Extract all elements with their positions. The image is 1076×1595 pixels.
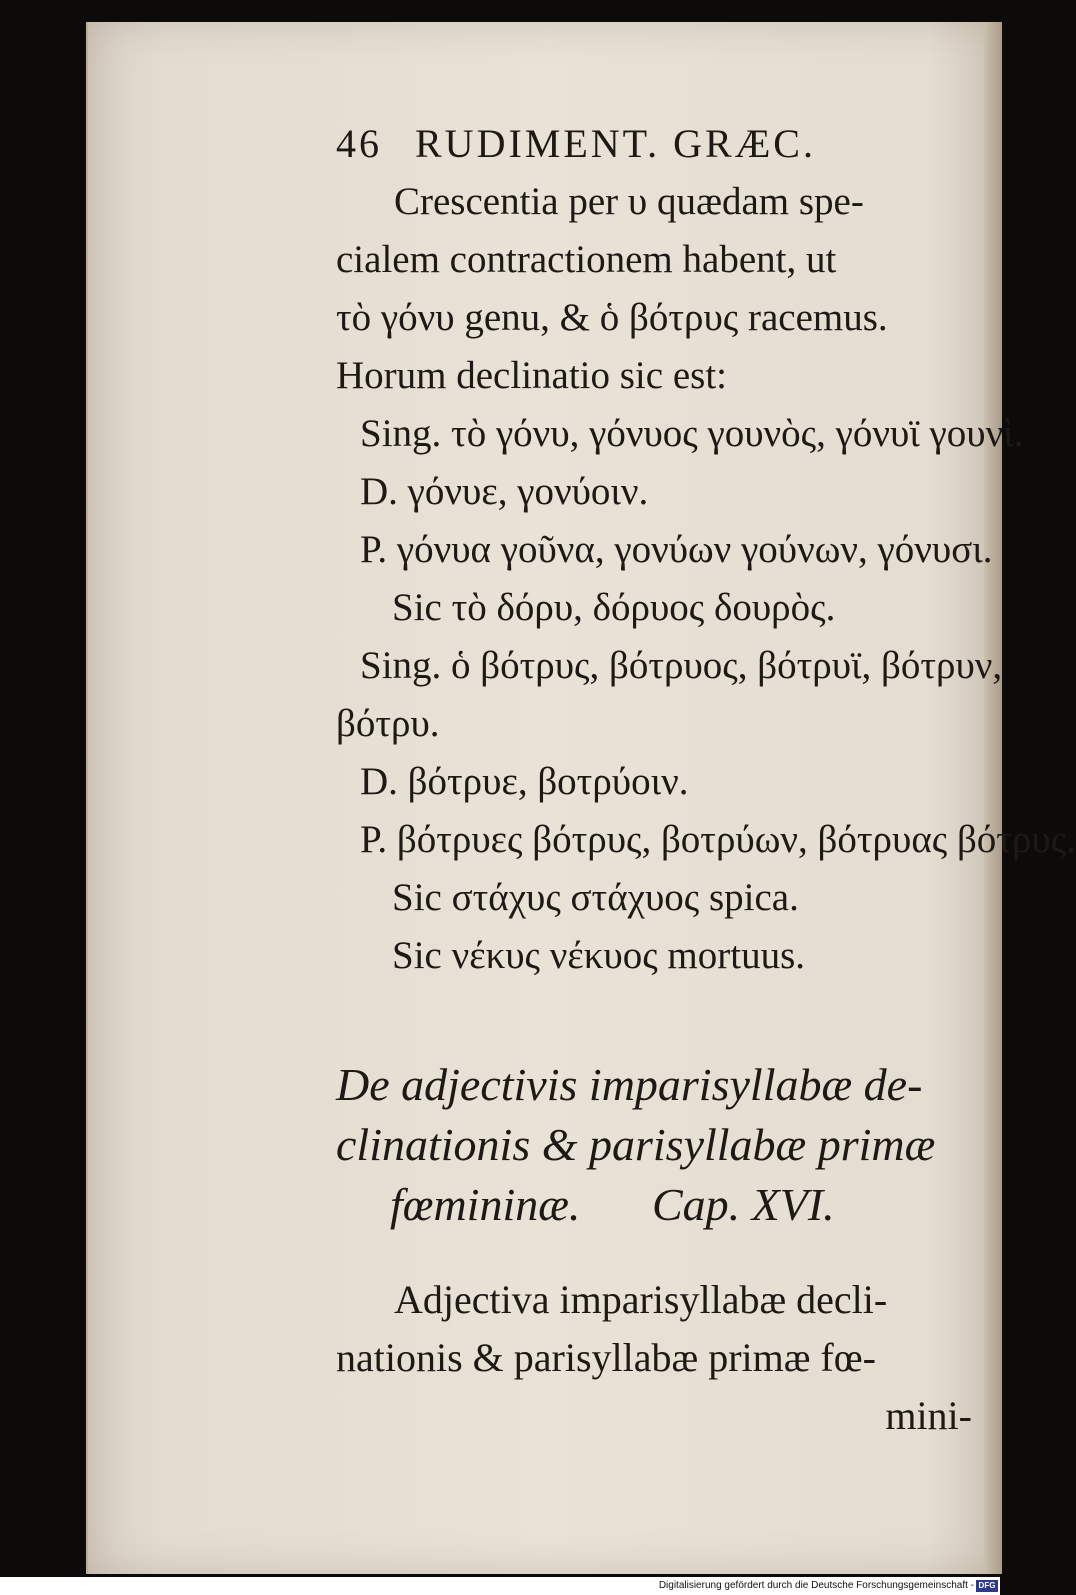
body-line: mini- [885,1393,972,1438]
paradigm-line: Sing. ὁ βότρυς, βότρυος, βότρυϊ, βότρυν, [360,644,1003,687]
spacer [336,985,972,1055]
text-line: Horum declinatio sic est: [336,354,727,397]
running-header [336,120,972,167]
chapter-heading-line: clinationis & parisyllabæ primæ [336,1119,936,1170]
paradigm-line: Sic τὸ δόρυ, δόρυος δουρὸς. [392,586,836,629]
chapter-number: Cap. XVI. [651,1179,835,1230]
paradigm-line: Sic στάχυς στάχυος spica. [392,876,799,919]
paradigm-line: P. βότρυες βότρυς, βοτρύων, βότρυας βότρυς. [360,818,1076,861]
page-edge [984,22,1002,1574]
body-line: nationis & parisyllabæ primæ fœ- [336,1335,876,1380]
paradigm-line: Sic νέκυς νέκυος mortuus. [392,934,806,977]
paradigm-line: D. γόνυε, γονύοιν. [360,470,649,513]
paradigm-line: D. βότρυε, βοτρύοιν. [360,760,689,803]
footer-bar [0,1577,1000,1595]
body-line: Adjectiva imparisyllabæ decli- [394,1277,888,1322]
page-text [336,120,1076,1445]
chapter-heading-line: De adjectivis imparisyllabæ de- [336,1059,923,1110]
page-number: 46 [336,121,382,166]
text-line: Crescentia per υ quædam spe- [394,180,864,223]
paradigm-line: Sing. τὸ γόνυ, γόνυος γουνὸς, γόνυϊ γουνὶ. [360,412,1024,455]
paradigm-line: βότρυ. [336,702,440,745]
chapter-heading-line [336,1175,972,1235]
funding-credit: Digitalisierung gefördert durch die Deutsche Forschungsgemeinschaft - [658,1580,974,1591]
chapter-heading-text: fœmininæ. [390,1179,581,1230]
dfg-logo: DFG [976,1580,998,1592]
running-title: RUDIMENT. GRÆC. [415,121,816,166]
paradigm-line: P. γόνυα γοῦνα, γονύων γούνων, γόνυσι. [360,528,993,571]
text-line: cialem contractionem habent, ut [336,238,837,281]
spacer [336,1235,972,1271]
text-line: τὸ γόνυ genu, & ὁ βότρυς racemus. [336,296,888,339]
